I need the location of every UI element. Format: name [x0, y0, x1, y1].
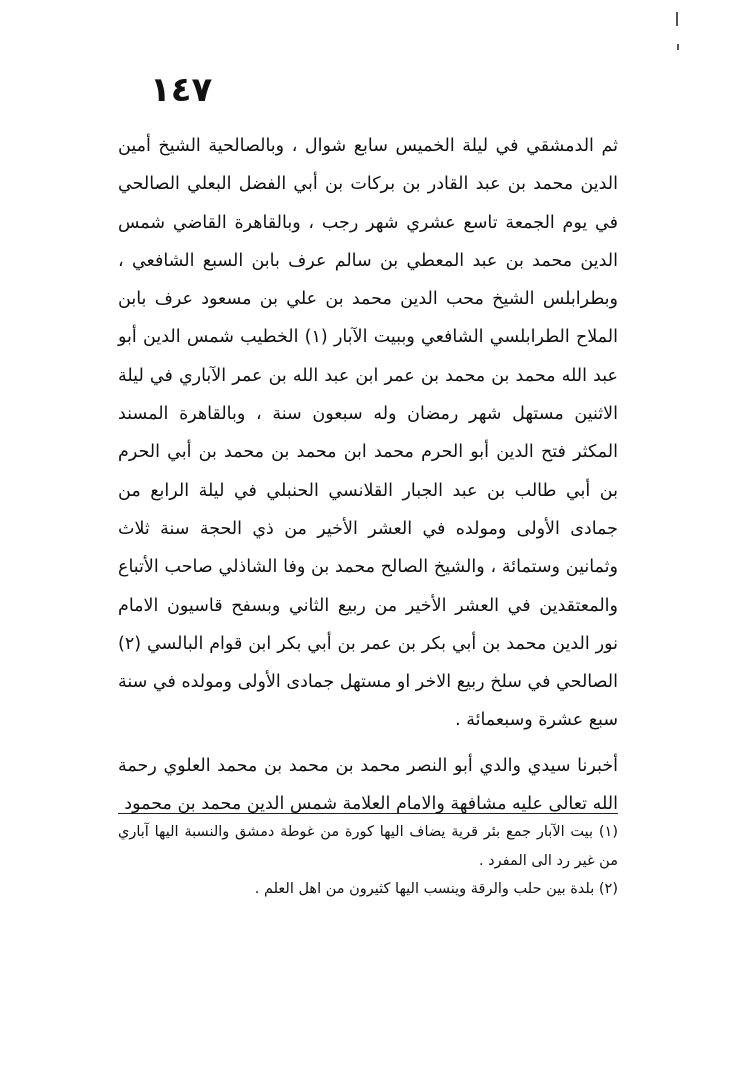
footnotes [118, 818, 618, 904]
footnote: (٢) بلدة بين حلب والرقة وينسب اليها كثيرون من اهل العلم . [254, 881, 618, 897]
scan-speck [676, 12, 678, 26]
page-number: ١٤٧ [150, 70, 213, 110]
scan-speck [677, 44, 679, 50]
footnote-divider [118, 813, 618, 814]
paragraph: ثم الدمشقي في ليلة الخميس سابع شوال ، وبالصالحية الشيخ أمين الدين محمد بن عبد القادر بن بركات بن أبي الفضل البعلي الصالحي في يوم الجمعة تاسع عشري شهر رجب ، وبالقاهرة القاضي شمس الدين محمد بن عبد المعطي بن سالم عرف بابن السبع الشافعي ، وبطرابلس الشيخ محب الدين محمد بن علي بن مسعود عرف بابن الملاح الطرابلسي الشافعي وببيت الآبار (١) الخطيب شمس الدين أبو عبد الله محمد بن محمد بن عمر ابن عبد الله بن عمر الآباري في ليلة الاثنين مستهل شهر رمضان وله سبعون سنة ، وبالقاهرة المسند المكثر فتح الدين أبو الحرم محمد ابن محمد بن محمد بن أبي الحرم بن أبي طالب بن عبد الجبار القلانسي الحنبلي في ليلة الرابع من جمادى الأولى ومولده في العشر الأخير من ذي الحجة سنة ثلاث وثمانين وستمائة ، والشيخ الصالح محمد بن وفا الشاذلي صاحب الأتباع والمعتقدين في العشر الأخير من ربيع الثاني وبسفح قاسيون الامام نور الدين محمد بن أبي بكر بن عمر بن أبي بكر ابن قوام البالسي (٢) الصالحي في سلخ ربيع الاخر او مستهل جمادى الأولى ومولده في سنة سبع عشرة وسبعمائة . [118, 136, 618, 731]
main-text [118, 127, 618, 823]
footnote: (١) بيت الآبار جمع بئر قرية يضاف اليها كورة من غوطة دمشق والنسبة اليها آباري من غير رد الى المفرد . [118, 824, 618, 869]
paragraph: أخبرنا سيدي والدي أبو النصر محمد بن محمد بن محمد العلوي رحمة الله تعالى عليه مشافهة والامام العلامة شمس الدين محمد بن محمود [118, 755, 618, 815]
